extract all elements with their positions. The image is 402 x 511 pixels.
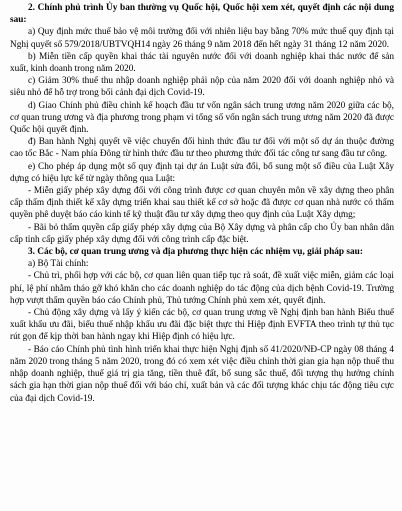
- section-2-item-e-bullet-1: - Miễn giấy phép xây dựng đối với công trình được cơ quan chuyên môn về xây dựng theo phân cấp thẩm định thiết kế xây dựng triển khai sau thiết kế cơ sở hoặc đã được cơ quan nhà nước có thẩm quyền phê duyệt báo cáo kinh tế kỹ thuật đầu tư xây dựng theo quy định của Luật Xây dựng;: [10, 186, 394, 221]
- section-3-item-a-bullet-1: - Chủ trì, phối hợp với các bộ, cơ quan liên quan tiếp tục rà soát, đề xuất việc miễn, giảm các loại phí, lệ phí nhằm tháo gỡ khó khăn cho các doanh nghiệp do tác động của dịch bệnh Covid-19. Trường hợp vượt thẩm quyền báo cáo Chính phủ, Thủ tướng Chính phủ xem xét, quyết định.: [10, 271, 394, 306]
- section-2-item-a: a) Quy định mức thuế bảo vệ môi trường đối với nhiên liệu bay bằng 70% mức thuế quy định tại Nghị quyết số 579/2018/UBTVQH14 ngày 26 tháng 9 năm 2018 đến hết ngày 31 tháng 12 năm 2020.: [10, 27, 394, 50]
- section-3-item-a: a) Bộ Tài chính:: [28, 259, 89, 270]
- section-2-heading: 2. Chính phủ trình Ủy ban thường vụ Quốc hội, Quốc hội xem xét, quyết định các nội dung sau:: [10, 3, 394, 26]
- section-2-item-b: b) Miễn tiền cấp quyền khai thác tài nguyên nước đối với doanh nghiệp khai thác nước để sản xuất, kinh doanh trong năm 2020.: [10, 51, 394, 75]
- section-3-heading: 3. Các bộ, cơ quan trung ương và địa phương thực hiện các nhiệm vụ, giải pháp sau:: [28, 247, 363, 258]
- section-3-item-a-bullet-2: - Chủ động xây dựng và lấy ý kiến các bộ, cơ quan trung ương về Nghị định ban hành Biểu thuế xuất khẩu ưu đãi, biểu thuế nhập khẩu ưu đãi đặc biệt thực thi Hiệp định EVFTA theo trình tự thủ tục rút gọn để kịp thời ban hành ngay khi Hiệp định có hiệu lực.: [10, 308, 394, 343]
- section-2-item-e: e) Cho phép áp dụng một số quy định tại dự án Luật sửa đổi, bổ sung một số điều của Luật Xây dựng có hiệu lực kể từ ngày thông qua Luật:: [10, 161, 394, 184]
- section-2-item-dd: đ) Ban hành Nghị quyết về việc chuyển đổi hình thức đầu tư đối với một số dự án thuộc đường cao tốc Bắc - Nam phía Đông từ hình thức đầu tư theo phương thức đối tác công tư sang đầu tư công.: [10, 137, 394, 160]
- section-2-item-c: c) Giảm 30% thuế thu nhập doanh nghiệp phải nộp của năm 2020 đối với doanh nghiệp nhỏ và siêu nhỏ để hỗ trợ trong bối cảnh đại dịch Covid-19.: [10, 76, 394, 99]
- section-3-item-a-bullet-3: - Báo cáo Chính phủ tình hình triển khai thực hiện Nghị định số 41/2020/NĐ-CP ngày 08 tháng 4 năm 2020 trong tháng 5 năm 2020, trong đó có xem xét việc điều chỉnh thời gian gia hạn nộp thuế thu nhập doanh nghiệp, thuế giá trị gia tăng, tiền thuê đất, bổ sung sắc thuế, đối tượng thụ hưởng chính sách gia hạn thời gian nộp thuế đối với báo chí, xuất bản và các đối tượng khác chịu tác động tiêu cực của đại dịch Covid-19.: [10, 344, 394, 404]
- section-2-item-d: d) Giao Chính phủ điều chỉnh kế hoạch đầu tư vốn ngân sách trung ương năm 2020 giữa các bộ, cơ quan trung ương và địa phương trong phạm vi tổng số vốn ngân sách trung ương năm 2020 đã được Quốc hội quyết định.: [10, 100, 394, 136]
- section-2-item-e-bullet-2: - Bãi bỏ thẩm quyền cấp giấy phép xây dựng của Bộ Xây dựng và phân cấp cho Ủy ban nhân dân cấp tỉnh cấp giấy phép xây dựng đối với công trình cấp đặc biệt.: [10, 222, 394, 245]
